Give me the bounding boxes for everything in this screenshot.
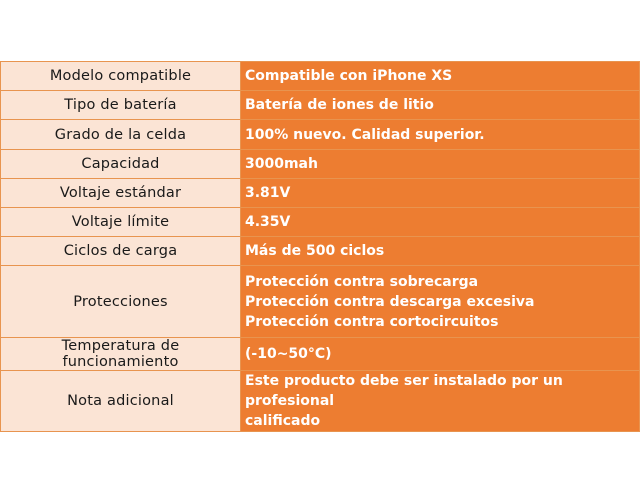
- spec-label-tipo: Tipo de batería: [1, 91, 241, 120]
- spec-table: [0, 61, 640, 432]
- spec-value-voltaje-estandar: [241, 179, 640, 208]
- spec-label-temperatura: Temperatura de funcionamiento: [1, 338, 241, 371]
- spec-value-line: (-10~50°C): [245, 346, 332, 362]
- spec-label-voltaje-estandar: Voltaje estándar: [1, 179, 241, 208]
- spec-value-line: 4.35V: [245, 214, 291, 230]
- spec-label-grado: Grado de la celda: [1, 120, 241, 150]
- spec-value-line: 100% nuevo. Calidad superior.: [245, 126, 485, 143]
- table-row: [1, 150, 640, 179]
- spec-value-ciclos: [241, 237, 640, 266]
- table-row: [1, 179, 640, 208]
- spec-value-capacidad: [241, 150, 640, 179]
- spec-label-nota: Nota adicional: [1, 371, 241, 432]
- table-row: [1, 237, 640, 266]
- spec-value-tipo: [241, 91, 640, 120]
- spec-value-line: Batería de iones de litio: [245, 97, 434, 113]
- spec-value-line: Compatible con iPhone XS: [245, 68, 453, 84]
- spec-label-ciclos: Ciclos de carga: [1, 237, 241, 266]
- spec-value-line: calificado: [245, 413, 321, 429]
- table-row: [1, 266, 640, 338]
- spec-value-line: Protección contra sobrecarga: [245, 273, 479, 290]
- spec-label-protecciones: Protecciones: [1, 266, 241, 338]
- spec-value-temperatura: [241, 338, 640, 371]
- table-row: [1, 120, 640, 150]
- spec-value-line: 3.81V: [245, 185, 291, 201]
- table-row: [1, 62, 640, 91]
- spec-label-capacidad: Capacidad: [1, 150, 241, 179]
- table-row: [1, 371, 640, 432]
- spec-value-line: Este producto debe ser instalado por un profesional: [245, 373, 563, 409]
- table-row: [1, 338, 640, 371]
- spec-value-grado: [241, 120, 640, 150]
- spec-value-line: 3000mah: [245, 156, 318, 172]
- spec-value-line: Más de 500 ciclos: [245, 243, 385, 259]
- spec-value-nota: [241, 371, 640, 432]
- table-row: [1, 208, 640, 237]
- table-row: [1, 91, 640, 120]
- spec-value-line: Protección contra descarga excesiva: [245, 293, 535, 310]
- spec-value-line: Protección contra cortocircuitos: [245, 313, 499, 330]
- spec-label-modelo: Modelo compatible: [1, 62, 241, 91]
- spec-value-modelo: [241, 62, 640, 91]
- spec-label-voltaje-limite: Voltaje límite: [1, 208, 241, 237]
- spec-value-protecciones: [241, 266, 640, 338]
- spec-value-voltaje-limite: [241, 208, 640, 237]
